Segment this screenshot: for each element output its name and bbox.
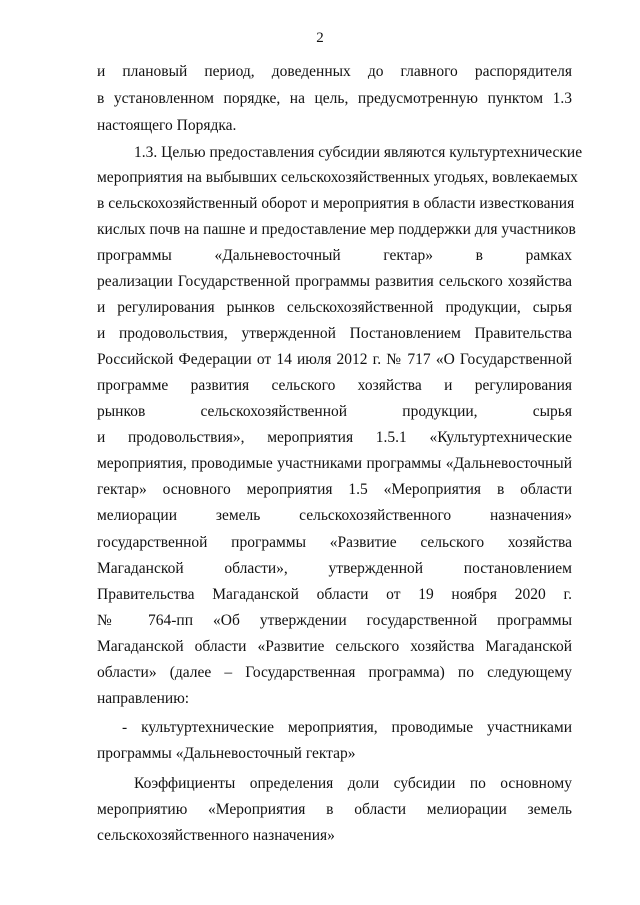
paragraph-1-3-first-line: 1.3. Целью предоставления субсидии являются культуртехнические	[134, 144, 583, 161]
text-line: реализации Государственной программы развития сельского хозяйства	[97, 273, 572, 290]
text-line: в установленном порядке, на цель, предусмотренную пунктом 1.3	[97, 90, 572, 107]
text-line: области» (далее – Государственная программа) по следующему	[97, 664, 572, 681]
text-line: и плановый период, доведенных до главного распорядителя	[97, 63, 572, 80]
text-line: мероприятию «Мероприятия в области мелиорации земель	[97, 801, 572, 818]
text-line: рынков сельскохозяйственной продукции, сырья	[97, 403, 572, 420]
text-line: настоящего Порядка.	[97, 117, 237, 134]
text-line: мелиорации земель сельскохозяйственного назначения»	[97, 507, 572, 524]
text-line: мероприятия на выбывших сельскохозяйственных угодьях, вовлекаемых	[97, 169, 578, 186]
text-line: государственной программы «Развитие сельского хозяйства	[97, 534, 572, 551]
text-line: № 764-пп «Об утверждении государственной программы	[97, 612, 572, 629]
text-line: кислых почв на пашне и предоставление мер поддержки для участников	[97, 221, 576, 238]
text-line: Магаданской области «Развитие сельского хозяйства Магаданской	[97, 638, 572, 655]
text-line: и регулирования рынков сельскохозяйственной продукции, сырья	[97, 299, 572, 316]
paragraph-coefficients-first-line: Коэффициенты определения доли субсидии по основному	[134, 775, 572, 792]
text-line: программы «Дальневосточный гектар» в рамках	[97, 247, 572, 264]
text-line: Магаданской области», утвержденной постановлением	[97, 560, 572, 577]
text-line: и продовольствия, утвержденной Постановлением Правительства	[97, 325, 572, 342]
text-line: Правительства Магаданской области от 19 ноября 2020 г.	[97, 586, 572, 603]
text-line: Российской Федерации от 14 июля 2012 г. № 717 «О Государственной	[97, 351, 572, 368]
text-line: мероприятия, проводимые участниками программы «Дальневосточный	[97, 455, 572, 472]
text-line: направлению:	[97, 690, 190, 707]
list-item-dash: - культуртехнические мероприятия, проводимые участниками	[122, 719, 572, 736]
text-line: программе развития сельского хозяйства и регулирования	[97, 377, 572, 394]
text-line: сельскохозяйственного назначения»	[97, 827, 335, 844]
text-line: в сельскохозяйственный оборот и мероприятия в области известкования	[97, 195, 575, 212]
text-line: и продовольствия», мероприятия 1.5.1 «Культуртехнические	[97, 429, 572, 446]
text-line: гектар» основного мероприятия 1.5 «Мероприятия в области	[97, 481, 572, 498]
page-number: 2	[316, 30, 324, 46]
text-line: программы «Дальневосточный гектар»	[97, 745, 356, 762]
